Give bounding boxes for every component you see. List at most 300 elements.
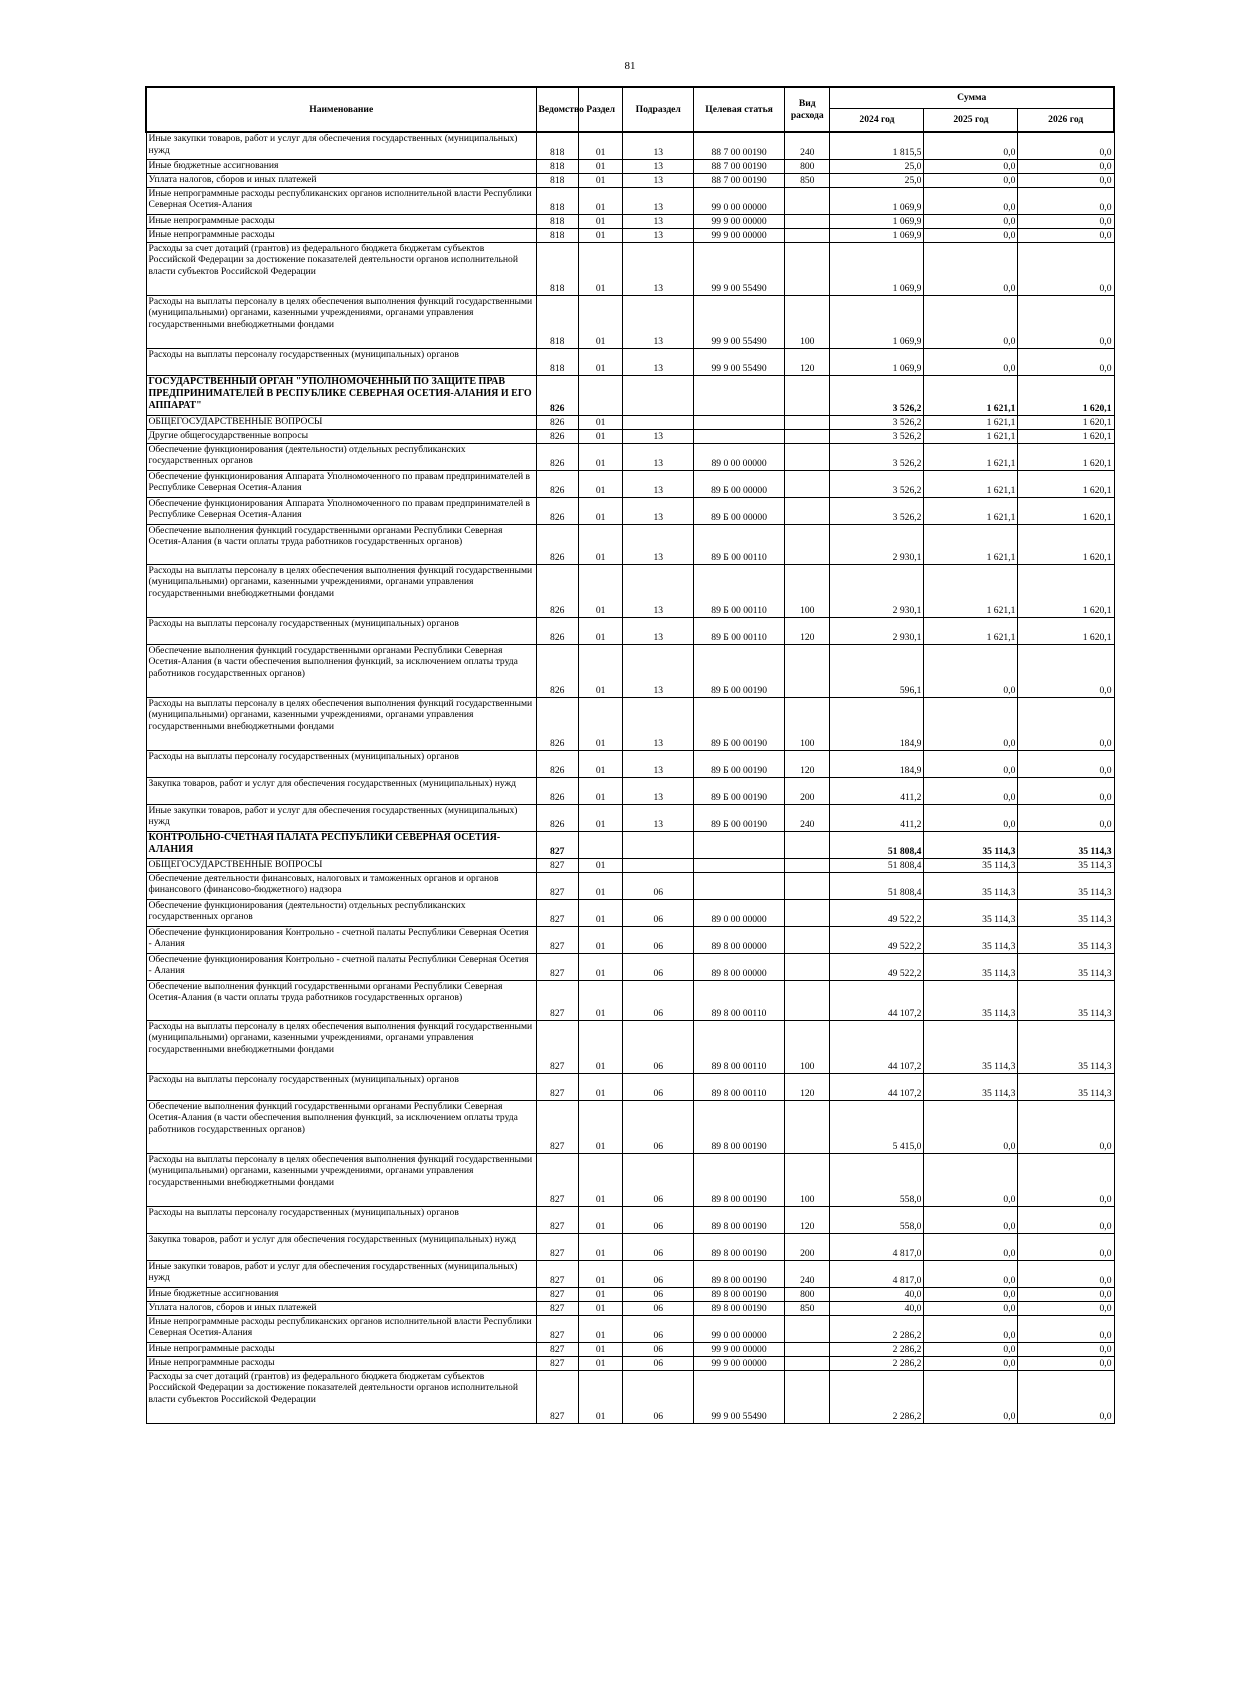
row-section: 01: [578, 564, 622, 617]
row-2024: 2 930,1: [830, 564, 924, 617]
row-name: Расходы на выплаты персоналу государственных (муниципальных) органов: [146, 1073, 536, 1100]
row-type: [785, 831, 830, 858]
row-2026: 35 114,3: [1018, 899, 1114, 926]
row-type: 100: [785, 295, 830, 348]
row-section: 01: [578, 1356, 622, 1370]
row-2025: 1 621,1: [924, 470, 1018, 497]
row-2024: 411,2: [830, 804, 924, 831]
row-dept: 827: [536, 899, 578, 926]
row-2025: 35 114,3: [924, 872, 1018, 899]
row-dept: 818: [536, 295, 578, 348]
table-row: [146, 899, 1114, 926]
row-subsection: 06: [623, 1020, 694, 1073]
row-type: 100: [785, 1020, 830, 1073]
row-section: 01: [578, 443, 622, 470]
row-section: 01: [578, 926, 622, 953]
row-2024: 3 526,2: [830, 415, 924, 429]
row-2026: 0,0: [1018, 1356, 1114, 1370]
row-subsection: 13: [623, 697, 694, 750]
row-section: 01: [578, 980, 622, 1020]
row-type: 120: [785, 750, 830, 777]
row-subsection: 06: [623, 1370, 694, 1423]
row-name: Обеспечение функционирования Аппарата Уполномоченного по правам предпринимателей в Республике Северная Осетия-Алания: [146, 497, 536, 524]
table-row: [146, 497, 1114, 524]
row-name: Иные непрограммные расходы республиканских органов исполнительной власти Республики Северная Осетия-Алания: [146, 187, 536, 214]
row-2024: 2 286,2: [830, 1356, 924, 1370]
table-row: [146, 228, 1114, 242]
row-target: 89 8 00 00190: [694, 1100, 785, 1153]
row-name: Уплата налогов, сборов и иных платежей: [146, 173, 536, 187]
budget-table: [145, 86, 1115, 1424]
row-name: Расходы на выплаты персоналу в целях обеспечения выполнения функций государственными (муниципальными) органами, казенными учреждениями, органами управления государственными внебюджетными фондами: [146, 295, 536, 348]
row-dept: 826: [536, 777, 578, 804]
row-name: Обеспечение выполнения функций государственными органами Республики Северная Осетия-Алания (в части обеспечения выполнения функций, за исключением оплаты труда работников государственных органов): [146, 644, 536, 697]
row-2026: 0,0: [1018, 750, 1114, 777]
row-target: 89 Б 00 00190: [694, 697, 785, 750]
row-target: 89 Б 00 00110: [694, 617, 785, 644]
row-name: Расходы на выплаты персоналу государственных (муниципальных) органов: [146, 750, 536, 777]
row-dept: 827: [536, 872, 578, 899]
row-2026: 0,0: [1018, 132, 1114, 159]
row-2025: 35 114,3: [924, 1073, 1018, 1100]
row-target: 99 9 00 55490: [694, 348, 785, 375]
row-section: [578, 831, 622, 858]
row-section: 01: [578, 1206, 622, 1233]
row-2026: 0,0: [1018, 1342, 1114, 1356]
row-2024: 3 526,2: [830, 429, 924, 443]
row-type: 120: [785, 1073, 830, 1100]
row-dept: 827: [536, 1370, 578, 1423]
row-target: 88 7 00 00190: [694, 132, 785, 159]
row-2025: 0,0: [924, 697, 1018, 750]
row-target: 89 8 00 00190: [694, 1233, 785, 1260]
table-row: [146, 1301, 1114, 1315]
row-2025: 1 621,1: [924, 375, 1018, 415]
row-target: 88 7 00 00190: [694, 159, 785, 173]
row-type: [785, 1315, 830, 1342]
row-dept: 826: [536, 443, 578, 470]
row-target: 89 8 00 00000: [694, 953, 785, 980]
row-subsection: 06: [623, 953, 694, 980]
row-section: 01: [578, 1073, 622, 1100]
row-name: Расходы на выплаты персоналу государственных (муниципальных) органов: [146, 1206, 536, 1233]
row-2026: 1 620,1: [1018, 524, 1114, 564]
row-2026: 0,0: [1018, 1233, 1114, 1260]
row-subsection: 13: [623, 750, 694, 777]
table-row: [146, 644, 1114, 697]
row-dept: 818: [536, 228, 578, 242]
row-type: [785, 187, 830, 214]
table-row: [146, 159, 1114, 173]
row-2026: 35 114,3: [1018, 980, 1114, 1020]
row-2024: 3 526,2: [830, 470, 924, 497]
row-name: Расходы на выплаты персоналу государственных (муниципальных) органов: [146, 348, 536, 375]
row-subsection: 06: [623, 1100, 694, 1153]
row-target: 99 9 00 55490: [694, 295, 785, 348]
table-row: [146, 804, 1114, 831]
table-row: [146, 953, 1114, 980]
row-2025: 35 114,3: [924, 858, 1018, 872]
row-target: [694, 858, 785, 872]
row-2026: 0,0: [1018, 1100, 1114, 1153]
table-row: [146, 1342, 1114, 1356]
row-2025: 0,0: [924, 173, 1018, 187]
row-2025: 0,0: [924, 1301, 1018, 1315]
row-2026: 35 114,3: [1018, 953, 1114, 980]
row-2026: 0,0: [1018, 295, 1114, 348]
row-type: [785, 415, 830, 429]
row-section: 01: [578, 159, 622, 173]
row-subsection: 06: [623, 1301, 694, 1315]
row-type: [785, 644, 830, 697]
row-name: Расходы на выплаты персоналу в целях обеспечения выполнения функций государственными (муниципальными) органами, казенными учреждениями, органами управления государственными внебюджетными фондами: [146, 697, 536, 750]
table-row: [146, 1153, 1114, 1206]
row-section: 01: [578, 697, 622, 750]
row-2026: 0,0: [1018, 697, 1114, 750]
row-2024: 184,9: [830, 697, 924, 750]
row-target: [694, 415, 785, 429]
row-target: 89 0 00 00000: [694, 443, 785, 470]
header-2026: 2026 год: [1018, 109, 1114, 133]
row-2026: 0,0: [1018, 1153, 1114, 1206]
row-section: 01: [578, 415, 622, 429]
row-type: 120: [785, 617, 830, 644]
row-section: 01: [578, 132, 622, 159]
row-name: Иные непрограммные расходы республиканских органов исполнительной власти Республики Северная Осетия-Алания: [146, 1315, 536, 1342]
row-dept: 827: [536, 1260, 578, 1287]
row-dept: 827: [536, 831, 578, 858]
row-subsection: 13: [623, 644, 694, 697]
row-dept: 826: [536, 497, 578, 524]
row-section: 01: [578, 1100, 622, 1153]
row-2026: 35 114,3: [1018, 831, 1114, 858]
row-subsection: 13: [623, 214, 694, 228]
row-dept: 826: [536, 750, 578, 777]
row-target: [694, 831, 785, 858]
header-dept: Ведомство: [536, 87, 578, 132]
row-2026: 35 114,3: [1018, 872, 1114, 899]
row-subsection: 06: [623, 1342, 694, 1356]
row-type: [785, 1100, 830, 1153]
row-subsection: [623, 375, 694, 415]
row-type: 200: [785, 1233, 830, 1260]
row-target: 89 8 00 00110: [694, 980, 785, 1020]
row-subsection: 06: [623, 1233, 694, 1260]
row-name: Иные непрограммные расходы: [146, 1342, 536, 1356]
row-2026: 1 620,1: [1018, 415, 1114, 429]
row-2024: 49 522,2: [830, 899, 924, 926]
row-name: Обеспечение деятельности финансовых, налоговых и таможенных органов и органов финансового (финансово-бюджетного) надзора: [146, 872, 536, 899]
row-subsection: [623, 858, 694, 872]
row-target: 89 Б 00 00110: [694, 524, 785, 564]
row-section: 01: [578, 899, 622, 926]
row-2025: 35 114,3: [924, 926, 1018, 953]
row-subsection: 13: [623, 429, 694, 443]
row-name: Обеспечение выполнения функций государственными органами Республики Северная Осетия-Алания (в части оплаты труда работников государственных органов): [146, 980, 536, 1020]
header-section: Раздел: [578, 87, 622, 132]
row-2025: 35 114,3: [924, 953, 1018, 980]
table-row: [146, 295, 1114, 348]
row-target: 99 0 00 00000: [694, 187, 785, 214]
row-2024: 49 522,2: [830, 953, 924, 980]
table-row: [146, 831, 1114, 858]
table-row: [146, 872, 1114, 899]
row-name: Расходы за счет дотаций (грантов) из федерального бюджета бюджетам субъектов Российской Федерации за достижение показателей деятельности органов исполнительной власти субъектов Российской Федерации: [146, 242, 536, 295]
row-2024: 2 930,1: [830, 617, 924, 644]
row-2024: 1 815,5: [830, 132, 924, 159]
row-target: 89 Б 00 00110: [694, 564, 785, 617]
row-2024: 51 808,4: [830, 831, 924, 858]
row-2024: 44 107,2: [830, 1073, 924, 1100]
row-name: ГОСУДАРСТВЕННЫЙ ОРГАН "УПОЛНОМОЧЕННЫЙ ПО ЗАЩИТЕ ПРАВ ПРЕДПРИНИМАТЕЛЕЙ В РЕСПУБЛИКЕ СЕВЕРНАЯ ОСЕТИЯ-АЛАНИЯ И ЕГО АППАРАТ": [146, 375, 536, 415]
row-2025: 35 114,3: [924, 899, 1018, 926]
row-section: 01: [578, 953, 622, 980]
row-dept: 827: [536, 1206, 578, 1233]
row-2025: 0,0: [924, 214, 1018, 228]
row-2026: 1 620,1: [1018, 429, 1114, 443]
row-2026: 0,0: [1018, 804, 1114, 831]
row-2025: 0,0: [924, 132, 1018, 159]
row-name: Обеспечение функционирования Аппарата Уполномоченного по правам предпринимателей в Республике Северная Осетия-Алания: [146, 470, 536, 497]
row-dept: 826: [536, 429, 578, 443]
row-2025: 0,0: [924, 348, 1018, 375]
row-type: [785, 242, 830, 295]
row-section: 01: [578, 750, 622, 777]
page-number: 81: [624, 60, 636, 72]
row-target: 89 8 00 00190: [694, 1206, 785, 1233]
row-section: 01: [578, 1287, 622, 1301]
row-2025: 0,0: [924, 242, 1018, 295]
row-subsection: 06: [623, 899, 694, 926]
row-target: 89 8 00 00000: [694, 926, 785, 953]
row-target: 99 9 00 00000: [694, 1356, 785, 1370]
row-2024: 2 930,1: [830, 524, 924, 564]
row-2026: 0,0: [1018, 1315, 1114, 1342]
row-dept: 827: [536, 980, 578, 1020]
row-2024: 4 817,0: [830, 1260, 924, 1287]
row-target: 89 Б 00 00000: [694, 470, 785, 497]
row-2024: 49 522,2: [830, 926, 924, 953]
row-target: 99 9 00 55490: [694, 1370, 785, 1423]
row-section: 01: [578, 242, 622, 295]
table-header: [146, 87, 1114, 132]
table-row: [146, 1100, 1114, 1153]
table-row: [146, 1233, 1114, 1260]
row-section: 01: [578, 858, 622, 872]
row-target: [694, 429, 785, 443]
table-row: [146, 132, 1114, 159]
row-2025: 1 621,1: [924, 415, 1018, 429]
row-2024: 2 286,2: [830, 1342, 924, 1356]
row-name: ОБЩЕГОСУДАРСТВЕННЫЕ ВОПРОСЫ: [146, 415, 536, 429]
row-name: Обеспечение функционирования Контрольно - счетной палаты Республики Северная Осетия - Алания: [146, 953, 536, 980]
table-row: [146, 564, 1114, 617]
row-section: 01: [578, 617, 622, 644]
row-2025: 0,0: [924, 1153, 1018, 1206]
table-row: [146, 617, 1114, 644]
table-row: [146, 375, 1114, 415]
row-name: Иные закупки товаров, работ и услуг для обеспечения государственных (муниципальных) нужд: [146, 1260, 536, 1287]
row-type: 800: [785, 1287, 830, 1301]
row-dept: 827: [536, 1342, 578, 1356]
row-type: [785, 470, 830, 497]
row-dept: 818: [536, 159, 578, 173]
row-section: 01: [578, 173, 622, 187]
row-2026: 35 114,3: [1018, 1020, 1114, 1073]
row-2024: 1 069,9: [830, 348, 924, 375]
row-type: [785, 524, 830, 564]
row-name: Иные непрограммные расходы: [146, 214, 536, 228]
row-subsection: [623, 831, 694, 858]
row-name: Иные закупки товаров, работ и услуг для обеспечения государственных (муниципальных) нужд: [146, 132, 536, 159]
row-2026: 1 620,1: [1018, 497, 1114, 524]
row-2024: 3 526,2: [830, 375, 924, 415]
row-2024: 25,0: [830, 159, 924, 173]
row-type: [785, 899, 830, 926]
row-type: 240: [785, 804, 830, 831]
header-name: Наименование: [146, 87, 536, 132]
row-name: КОНТРОЛЬНО-СЧЕТНАЯ ПАЛАТА РЕСПУБЛИКИ СЕВЕРНАЯ ОСЕТИЯ-АЛАНИЯ: [146, 831, 536, 858]
row-name: Обеспечение функционирования (деятельности) отдельных республиканских государственных органов: [146, 443, 536, 470]
row-subsection: 13: [623, 295, 694, 348]
row-dept: 827: [536, 858, 578, 872]
row-2026: 1 620,1: [1018, 564, 1114, 617]
table-row: [146, 1260, 1114, 1287]
row-2026: 0,0: [1018, 1301, 1114, 1315]
row-dept: 827: [536, 1020, 578, 1073]
row-target: 99 9 00 00000: [694, 214, 785, 228]
row-target: 89 Б 00 00190: [694, 777, 785, 804]
row-section: 01: [578, 497, 622, 524]
row-2026: 35 114,3: [1018, 1073, 1114, 1100]
row-subsection: 13: [623, 348, 694, 375]
row-2025: 0,0: [924, 1287, 1018, 1301]
row-2024: 51 808,4: [830, 872, 924, 899]
row-2025: 0,0: [924, 777, 1018, 804]
row-type: 850: [785, 173, 830, 187]
row-dept: 827: [536, 926, 578, 953]
row-2024: 184,9: [830, 750, 924, 777]
row-2025: 0,0: [924, 295, 1018, 348]
row-2025: 0,0: [924, 228, 1018, 242]
row-section: 01: [578, 1315, 622, 1342]
row-dept: 826: [536, 564, 578, 617]
row-2026: 1 620,1: [1018, 443, 1114, 470]
row-dept: 827: [536, 1301, 578, 1315]
row-2026: 1 620,1: [1018, 375, 1114, 415]
row-2026: 0,0: [1018, 1370, 1114, 1423]
row-name: Обеспечение функционирования Контрольно - счетной палаты Республики Северная Осетия - Алания: [146, 926, 536, 953]
row-2025: 35 114,3: [924, 831, 1018, 858]
row-subsection: 06: [623, 1073, 694, 1100]
row-section: 01: [578, 804, 622, 831]
row-section: 01: [578, 644, 622, 697]
row-2024: 5 415,0: [830, 1100, 924, 1153]
table-row: [146, 1356, 1114, 1370]
row-2026: 0,0: [1018, 644, 1114, 697]
row-target: 89 8 00 00110: [694, 1020, 785, 1073]
row-2025: 0,0: [924, 644, 1018, 697]
row-dept: 827: [536, 1073, 578, 1100]
row-target: 89 8 00 00110: [694, 1073, 785, 1100]
row-section: 01: [578, 1301, 622, 1315]
table-row: [146, 187, 1114, 214]
row-2025: 0,0: [924, 804, 1018, 831]
row-name: Расходы на выплаты персоналу в целях обеспечения выполнения функций государственными (муниципальными) органами, казенными учреждениями, органами управления государственными внебюджетными фондами: [146, 1153, 536, 1206]
row-type: [785, 980, 830, 1020]
row-dept: 826: [536, 804, 578, 831]
row-2025: 0,0: [924, 1370, 1018, 1423]
row-name: Обеспечение функционирования (деятельности) отдельных республиканских государственных органов: [146, 899, 536, 926]
row-subsection: 13: [623, 187, 694, 214]
row-target: 89 8 00 00190: [694, 1287, 785, 1301]
row-type: [785, 926, 830, 953]
row-type: 200: [785, 777, 830, 804]
header-2025: 2025 год: [924, 109, 1018, 133]
row-2025: 0,0: [924, 1233, 1018, 1260]
row-dept: 818: [536, 173, 578, 187]
row-target: 89 Б 00 00190: [694, 750, 785, 777]
row-2025: 0,0: [924, 187, 1018, 214]
row-2024: 51 808,4: [830, 858, 924, 872]
table-body: [146, 132, 1114, 1423]
row-section: 01: [578, 470, 622, 497]
row-name: Обеспечение выполнения функций государственными органами Республики Северная Осетия-Алания (в части обеспечения выполнения функций, за исключением оплаты труда работников государственных органов): [146, 1100, 536, 1153]
row-subsection: 06: [623, 1287, 694, 1301]
row-2025: 0,0: [924, 159, 1018, 173]
row-2024: 1 069,9: [830, 187, 924, 214]
row-section: 01: [578, 348, 622, 375]
row-name: ОБЩЕГОСУДАРСТВЕННЫЕ ВОПРОСЫ: [146, 858, 536, 872]
row-type: [785, 228, 830, 242]
row-section: 01: [578, 1020, 622, 1073]
row-type: [785, 375, 830, 415]
row-2025: 0,0: [924, 1356, 1018, 1370]
row-section: 01: [578, 1233, 622, 1260]
row-dept: 826: [536, 617, 578, 644]
row-type: 850: [785, 1301, 830, 1315]
row-type: [785, 1370, 830, 1423]
row-2024: 3 526,2: [830, 443, 924, 470]
row-target: 99 9 00 55490: [694, 242, 785, 295]
row-2024: 1 069,9: [830, 295, 924, 348]
row-target: 89 0 00 00000: [694, 899, 785, 926]
row-subsection: 06: [623, 926, 694, 953]
row-2024: 1 069,9: [830, 214, 924, 228]
row-section: 01: [578, 228, 622, 242]
row-name: Закупка товаров, работ и услуг для обеспечения государственных (муниципальных) нужд: [146, 777, 536, 804]
row-2024: 558,0: [830, 1153, 924, 1206]
row-2024: 3 526,2: [830, 497, 924, 524]
row-dept: 826: [536, 524, 578, 564]
row-name: Закупка товаров, работ и услуг для обеспечения государственных (муниципальных) нужд: [146, 1233, 536, 1260]
row-2024: 596,1: [830, 644, 924, 697]
row-2026: 1 620,1: [1018, 470, 1114, 497]
table-row: [146, 173, 1114, 187]
header-subsection: Подраздел: [623, 87, 694, 132]
row-type: [785, 443, 830, 470]
table-row: [146, 214, 1114, 228]
row-2025: 1 621,1: [924, 524, 1018, 564]
row-dept: 827: [536, 1153, 578, 1206]
table-row: [146, 1315, 1114, 1342]
table-row: [146, 1370, 1114, 1423]
table-row: [146, 858, 1114, 872]
table-row: [146, 926, 1114, 953]
row-type: 100: [785, 1153, 830, 1206]
row-section: 01: [578, 214, 622, 228]
table-row: [146, 524, 1114, 564]
